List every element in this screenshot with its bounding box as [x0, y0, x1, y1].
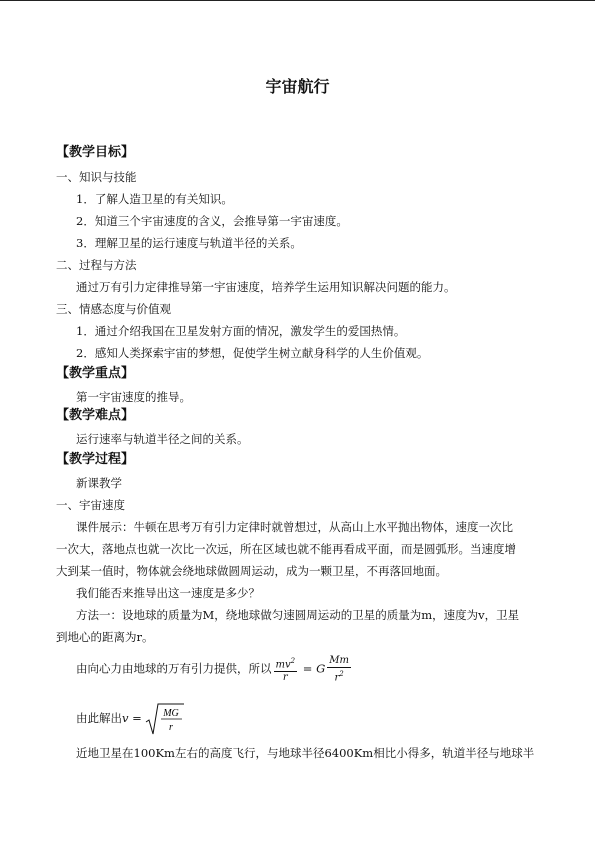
paragraph: 第一宇宙速度的推导。 — [76, 390, 191, 404]
heading-key-points: 【教学重点】 — [56, 366, 135, 381]
equation-centripetal: 由向心力由地球的万有引力提供，所以 $\frac{mv^2}{r}$ = G $\frac{Mm}{r^2}$ — [76, 655, 349, 684]
paragraph: 我们能否来推导出这一速度是多少？ — [76, 586, 260, 600]
paragraph-line: 近地卫星在100Km左右的高度飞行，与地球半径6400Km相比小得多，轨道半径与地球半 — [76, 746, 535, 760]
subheading-attitude: 三、情感态度与价值观 — [56, 302, 171, 316]
paragraph-line: 方法一：设地球的质量为M，绕地球做匀速圆周运动的卫星的质量为m，速度为v，卫星 — [76, 608, 520, 622]
paragraph-line: 课件展示：牛顿在思考万有引力定律时就曾想过，从高山上水平抛出物体，速度一次比 — [76, 520, 513, 534]
list-item: 3．理解卫星的运行速度与轨道半径的关系。 — [76, 236, 302, 250]
square-root — [145, 702, 185, 736]
fraction-mv2-r: $\frac{mv^2}{r}$ — [275, 657, 296, 684]
list-item: 1．了解人造卫星的有关知识。 — [76, 192, 233, 206]
paragraph: 新课教学 — [76, 476, 122, 490]
heading-difficulties: 【教学难点】 — [56, 408, 135, 423]
subheading-knowledge: 一、知识与技能 — [56, 170, 137, 184]
top-border — [0, 0, 595, 1]
equation-prefix: 由向心力由地球的万有引力提供，所以 — [76, 661, 272, 676]
list-item: 2．知道三个宇宙速度的含义，会推导第一宇宙速度。 — [76, 214, 348, 228]
list-item: 1．通过介绍我国在卫星发射方面的情况，激发学生的爱国热情。 — [76, 324, 406, 338]
paragraph: 通过万有引力定律推导第一宇宙速度，培养学生运用知识解决问题的能力。 — [76, 280, 456, 294]
svg-text:MG: MG — [163, 708, 180, 719]
paragraph: 运行速率与轨道半径之间的关系。 — [76, 432, 249, 446]
equation-prefix: 由此解出 — [76, 711, 122, 725]
heading-objectives: 【教学目标】 — [56, 145, 135, 160]
subheading-process: 二、过程与方法 — [56, 258, 137, 272]
paragraph-line: 到地心的距离为r。 — [56, 630, 154, 644]
page-title: 宇宙航行 — [265, 77, 330, 96]
paragraph-line: 一次大，落地点也就一次比一次远，所在区域也就不能再看成平面，而是圆弧形。当速度增 — [56, 542, 516, 556]
svg-text:r: r — [169, 722, 174, 733]
equation-velocity: 由此解出v = MG r — [76, 702, 185, 736]
paragraph-line: 大到某一值时，物体就会绕地球做圆周运动，成为一颗卫星，不再落回地面。 — [56, 564, 447, 578]
list-item: 2．感知人类探索宇宙的梦想，促使学生树立献身科学的人生价值观。 — [76, 346, 429, 360]
fraction-Mm-r2: $\frac{Mm}{r^2}$ — [329, 655, 349, 684]
heading-process: 【教学过程】 — [56, 452, 135, 467]
subheading-cosmic-speed: 一、宇宙速度 — [56, 498, 125, 512]
